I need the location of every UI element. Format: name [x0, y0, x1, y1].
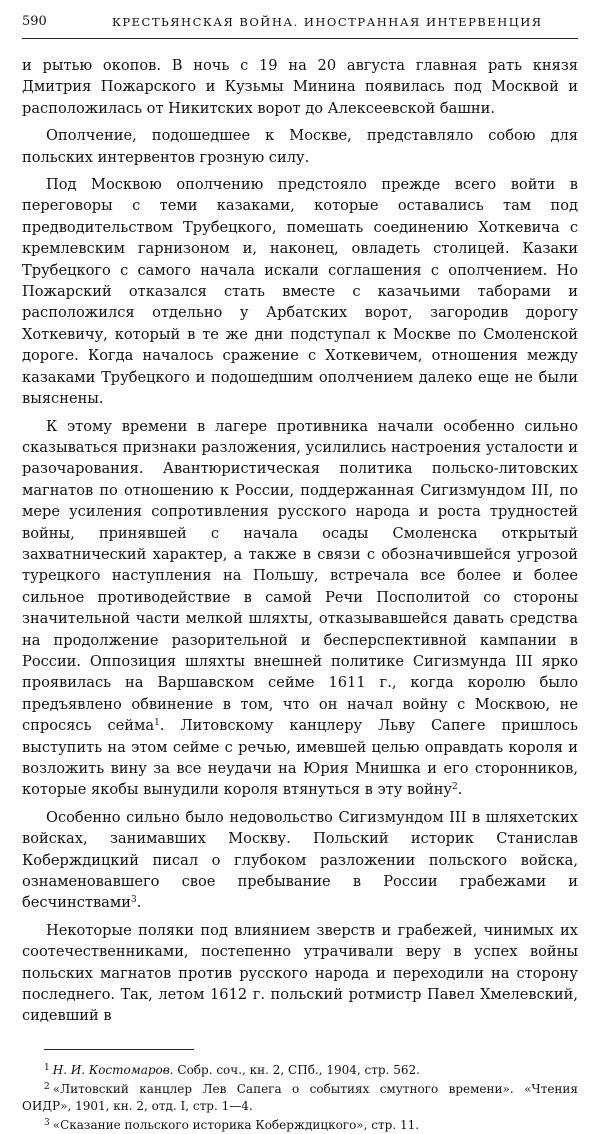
paragraph: и рытью окопов. В ночь с 19 на 20 августа главная рать князя Дмитрия Пожарского и Кузьмы Минина появилась под Москвой и расположилась от Никитских ворот до Алексеевской башни.	[22, 57, 578, 117]
footnote-divider	[44, 1049, 194, 1050]
paragraph: Особенно сильно было недовольство Сигизмундом III в шляхетских войсках, занимавших Москву. Польский историк Станислав Коберждицкий писал о глубоком разложении польского войска, ознаменовавшего свое пребывание в России грабежами и бесчинствами$^3$.	[22, 808, 578, 912]
book-page	[22, 14, 578, 1134]
paragraph: Некоторые поляки под влиянием зверств и грабежей, чинимых их соотечественниками, постепенно утрачивали веру в успех войны польских магнатов против русского народа и переходили на сторону последнего. Так, летом 1612 г. польский ротмистр Павел Хмелевский, сидевший в	[22, 921, 578, 1025]
paragraph: Ополчение, подошедшее к Москве, представляло собою для польских интервентов грозную силу.	[22, 127, 578, 166]
running-title: КРЕСТЬЯНСКАЯ ВОЙНА. ИНОСТРАННАЯ ИНТЕРВЕНЦИЯ	[112, 15, 543, 29]
footnote-ref: 1	[154, 718, 160, 729]
footnote-ref: 2	[452, 782, 458, 793]
footnote: $^3$ «Сказание польского историка Коберждицкого», стр. 11.	[44, 1117, 420, 1132]
footnotes	[22, 1060, 578, 1134]
page-number: 590	[22, 14, 47, 29]
footnote: $^2$ «Литовский канцлер Лев Сапега о событиях смутного времени». «Чтения ОИДР», 1901, кн. 2, отд. I, стр. 1—4.	[22, 1081, 578, 1113]
paragraph: Под Москвою ополчению предстояло прежде всего войти в переговоры с теми казаками, которые оставались там под предводительством Трубецкого, помешать соединению Хоткевича с кремлевским гарнизоном и, наконец, овладеть столицей. Казаки Трубецкого с самого начала искали соглашения с ополчением. Но Пожарский отказался стать вместе с казачьими таборами и расположился отдельно у Арбатских ворот, загородив дорогу Хоткевичу, который в те же дни подступал к Москве по Смоленской дороге. Когда началось сражение с Хоткевичем, отношения между казаками Трубецкого и подошедшим ополчением далеко еще не были выяснены.	[22, 176, 578, 408]
page-header	[22, 14, 578, 39]
footnote: $^1$ Н. И. Костомаров. Собр. соч., кн. 2, СПб., 1904, стр. 562.	[44, 1062, 420, 1077]
main-text	[22, 55, 578, 1027]
footnote-ref: 3	[130, 895, 137, 906]
paragraph: К этому времени в лагере противника начали особенно сильно сказываться признаки разложения, усилились настроения усталости и разочарования. Авантюристическая политика польско-литовских магнатов по отношению к России, поддержанная Сигизмундом III, по мере усиления сопротивления русского народа и роста трудностей войны, принявшей с начала осады Смоленска открытый захватнический характер, а также в связи с обозначившейся угрозой турецкого наступления на Польшу, встречала все более и более сильное противодействие в самой Речи Посполитой со стороны значительной части мелкой шляхты, отказывавшейся давать средства на продолжение разорительной и бесперспективной кампании в России. Оппозиция шляхты внешней политике Сигизмунда III ярко проявилась на Варшавском сейме 1611 г., когда королю было предъявлено обвинение в том, что он начал войну с Москвою, не спросясь сейма$^1$. Литовскому канцлеру Льву Сапеге пришлось выступить на этом сейме с речью, имевшей целью оправдать короля и возложить вину за все неудачи на Юрия Мнишка и его сторонников, которые якобы вынудили короля втянуться в эту войну$^2$.	[22, 417, 578, 799]
